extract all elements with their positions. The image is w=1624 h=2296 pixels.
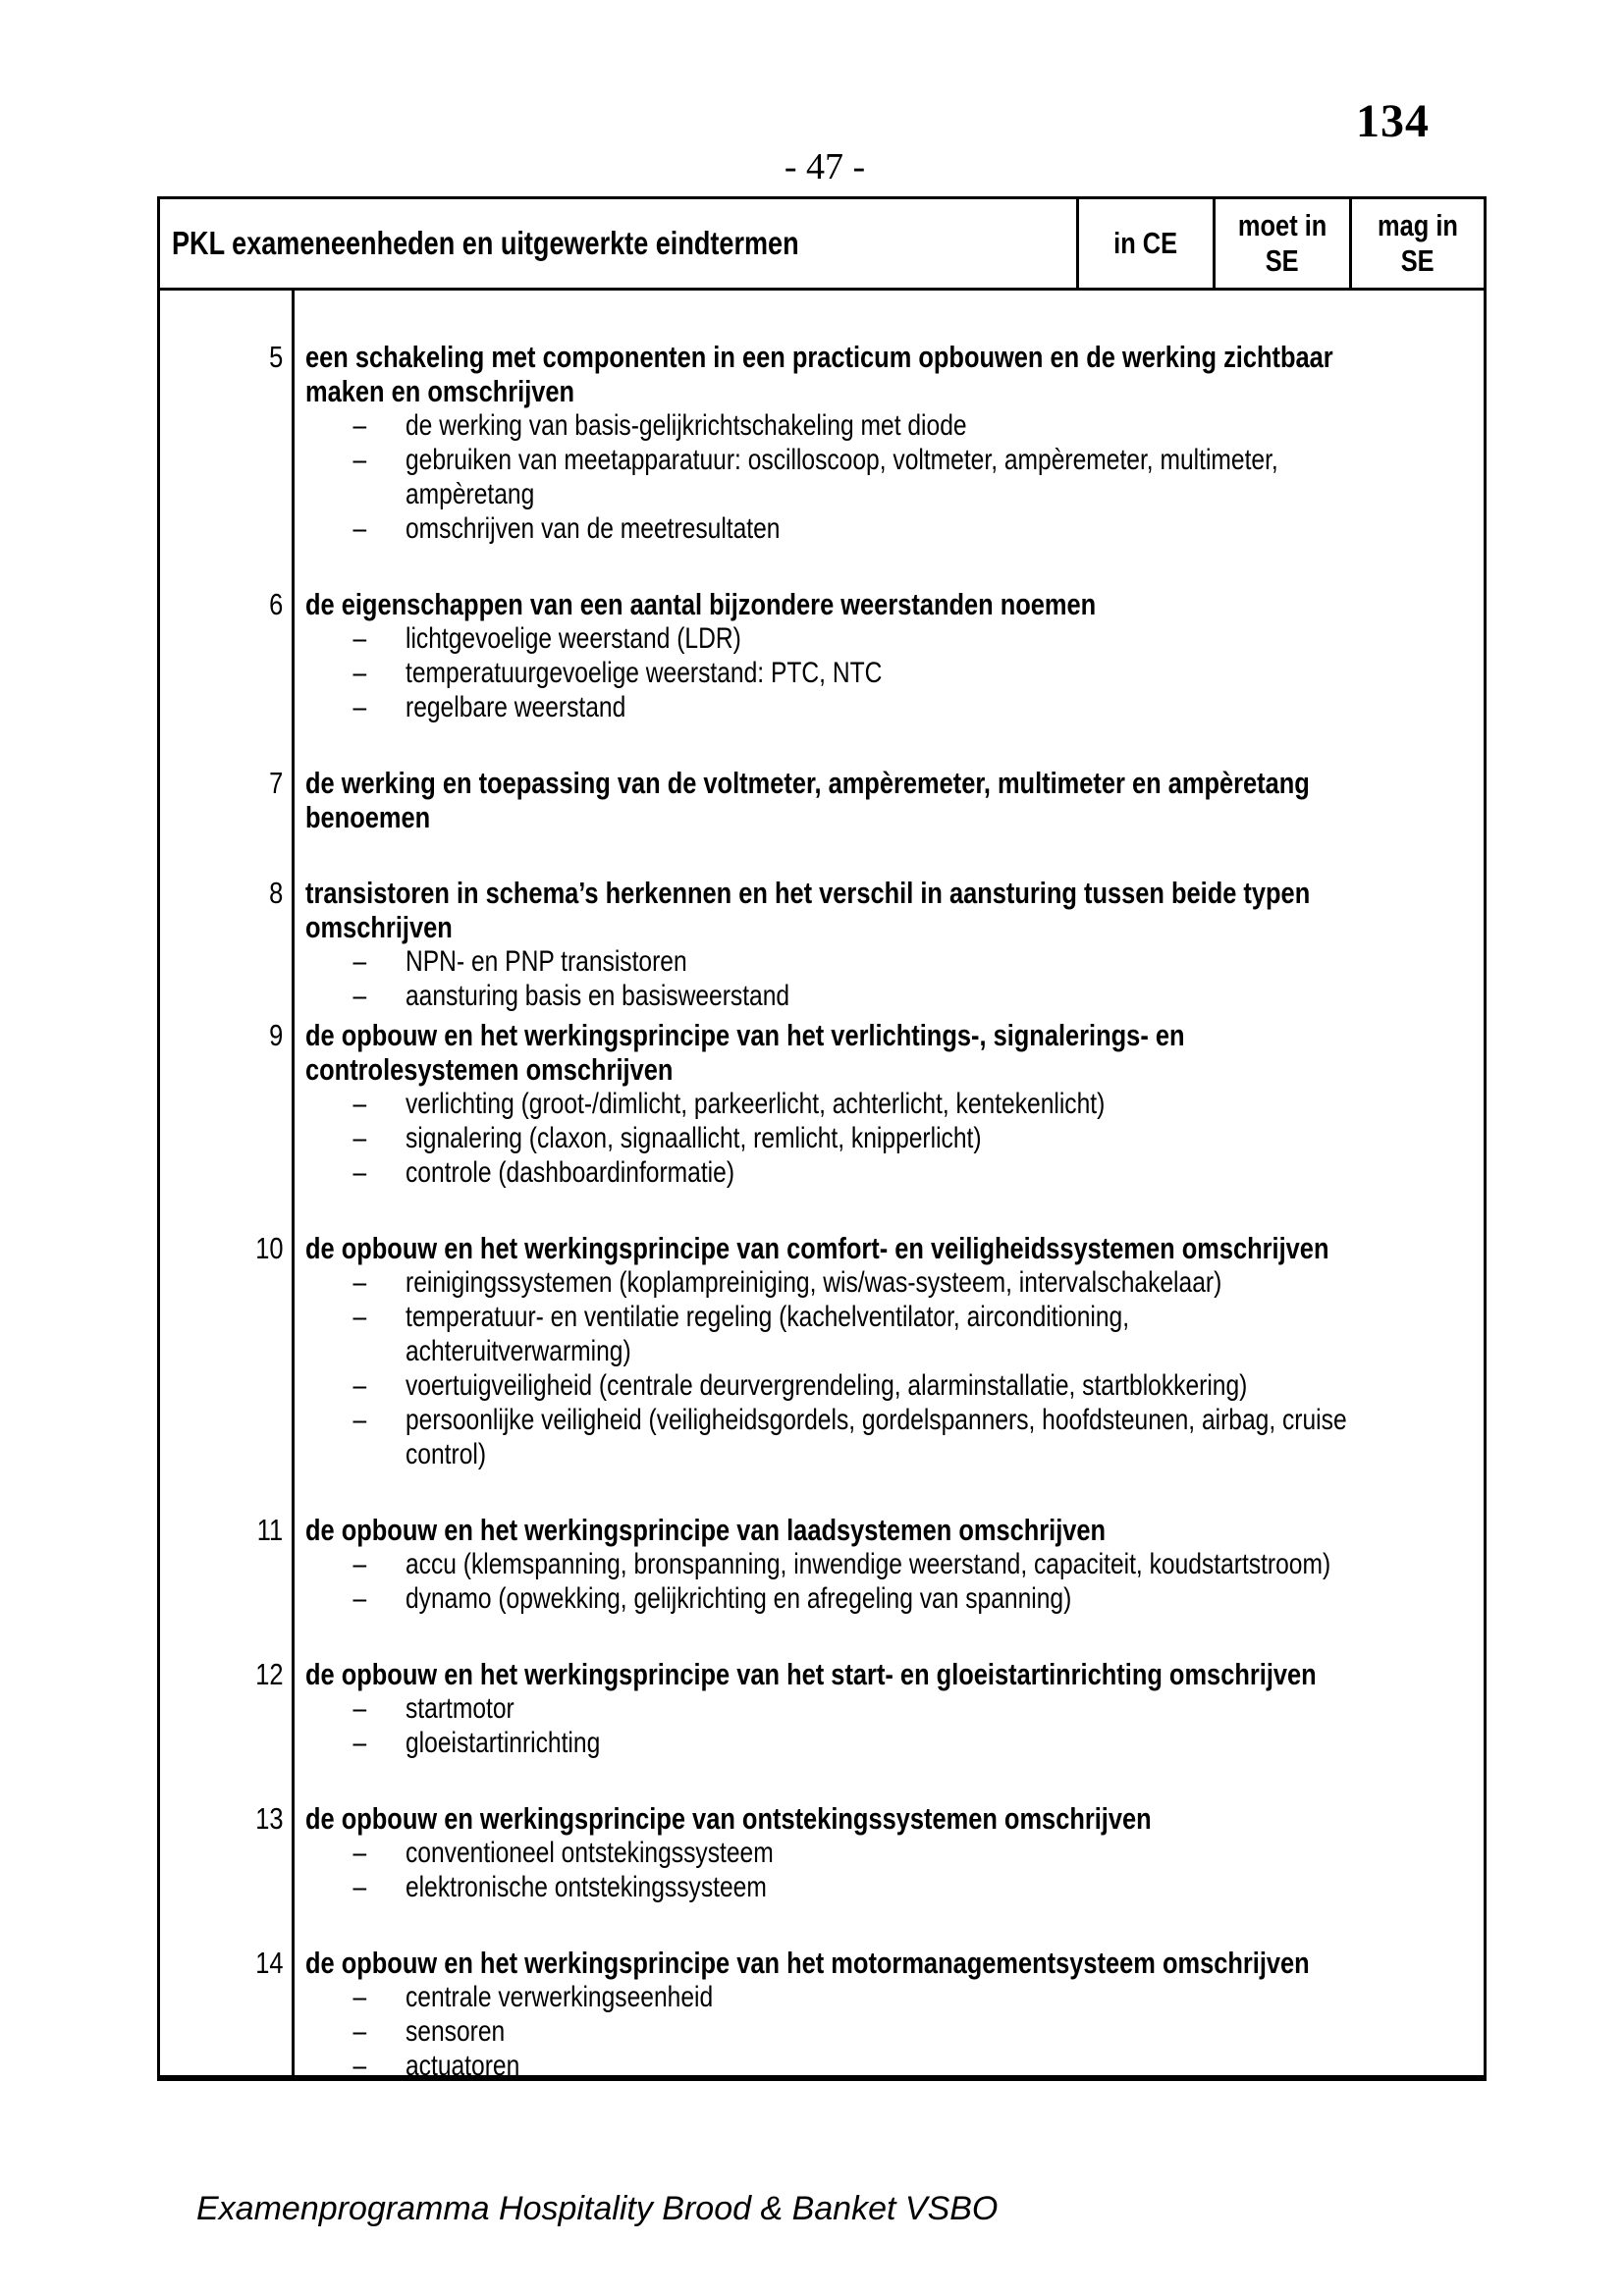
item-number (160, 1513, 295, 1616)
bullet-item (305, 690, 1480, 724)
bullet-dash (352, 1265, 406, 1300)
header-mag-in-se-line1: mag in (1378, 208, 1458, 242)
bullet-item (305, 1836, 1480, 1870)
bullet-item (305, 511, 1558, 546)
bullet-text-line (406, 1691, 1539, 1726)
bullet-dash-text: – (352, 512, 367, 545)
bullet-text (406, 408, 1558, 443)
bullet-dash (352, 1368, 406, 1403)
bullet-text (406, 2049, 1530, 2083)
header-mag-in-se-line2: SE (1401, 243, 1435, 278)
bullet-text (406, 1726, 1539, 1760)
bullet-text (406, 1836, 1480, 1870)
item-main-text-line (305, 1052, 1480, 1087)
bullet-text-line-text: gloeistartinrichting (406, 1727, 601, 1759)
bullet-text-line-text: dynamo (opwekking, gelijkrichting en afregeling van spanning) (406, 1582, 1072, 1615)
bullet-text (406, 511, 1558, 546)
bullet-text-line (406, 621, 1480, 656)
bullet-text-line-text: sensoren (406, 2015, 506, 2048)
bullet-item (305, 1155, 1480, 1190)
item-number (160, 1231, 295, 1471)
bullet-text-line-text: temperatuurgevoelige weerstand: PTC, NTC (406, 657, 883, 689)
bullet-dash-text: – (352, 1692, 367, 1725)
bullet-dash (352, 1870, 406, 1904)
item-content (295, 766, 1534, 834)
item-content (295, 1946, 1534, 2083)
bullet-text (406, 621, 1480, 656)
item-main-text-line (305, 1231, 1553, 1265)
header-title-text: PKL exameneenheden en uitgewerkte eindtermen (172, 225, 799, 261)
bullet-dash (352, 1836, 406, 1870)
bullet-item (305, 2014, 1530, 2049)
bullet-text-line-text: signalering (claxon, signaallicht, remlicht, knipperlicht) (406, 1122, 982, 1154)
table-header-row (160, 199, 1484, 291)
item-main-text-line-text: een schakeling met componenten in een practicum opbouwen en de werking zichtbaar (305, 340, 1333, 374)
bullet-text-line-text: regelbare weerstand (406, 691, 626, 723)
bullet-text-line-text: elektronische ontstekingssysteem (406, 1871, 767, 1903)
header-cell-in-ce (1076, 199, 1213, 288)
bullet-dash-text: – (352, 1088, 367, 1120)
bullet-text-line-text: omschrijven van de meetresultaten (406, 512, 781, 545)
item-main-text-line-text: de werking en toepassing van de voltmeter, ampèremeter, multimeter en ampèretang (305, 766, 1310, 800)
bullet-item (305, 1870, 1480, 1904)
bullet-item (305, 656, 1480, 690)
item-content (295, 587, 1484, 724)
item-number (160, 1801, 295, 1904)
item-main-text-line-text: omschrijven (305, 910, 453, 944)
bullet-text (406, 1581, 1534, 1616)
bullet-text-line-text: achteruitverwarming) (406, 1335, 631, 1367)
bullet-text-line-text: control) (406, 1438, 487, 1470)
header-in-ce-text: in CE (1113, 226, 1178, 260)
bullet-dash-text: – (352, 1301, 367, 1333)
item-main-text-line-text: de opbouw en werkingsprincipe van ontstekingssystemen omschrijven (305, 1801, 1152, 1836)
bullet-dash (352, 621, 406, 656)
exam-item (160, 1946, 1484, 2083)
bullet-text (406, 1368, 1553, 1403)
bullet-text-line (406, 1980, 1530, 2014)
bullet-text-line-text: gebruiken van meetapparatuur: oscilloscoop, voltmeter, ampèremeter, multimeter, (406, 444, 1278, 476)
item-number-text: 13 (254, 1801, 283, 1836)
item-main-text-line (305, 1513, 1534, 1547)
bullet-item (305, 621, 1480, 656)
bullet-text-line (406, 690, 1480, 724)
bullet-text-line (406, 1087, 1480, 1121)
item-main-text-line-text: de opbouw en het werkingsprincipe van comfort- en veiligheidssystemen omschrijven (305, 1231, 1329, 1265)
bullet-dash-text: – (352, 1871, 367, 1903)
bullet-dash (352, 2049, 406, 2083)
bullet-text-line-text: controle (dashboardinformatie) (406, 1156, 735, 1189)
bullet-dash-text: – (352, 657, 367, 689)
bullet-text (406, 1870, 1480, 1904)
bullet-text (406, 1403, 1553, 1471)
bullet-dash-text: – (352, 945, 367, 978)
bullet-text (406, 443, 1558, 511)
bullet-dash-text: – (352, 1837, 367, 1869)
bullet-dash-text: – (352, 1727, 367, 1759)
item-main-text-line-text: de opbouw en het werkingsprincipe van het start- en gloeistartinrichting omschrijven (305, 1657, 1317, 1691)
exam-item (160, 766, 1484, 834)
bullet-text-line-text: NPN- en PNP transistoren (406, 945, 687, 978)
header-cell-title (160, 199, 1076, 288)
item-content (295, 876, 1535, 1013)
item-number (160, 1018, 295, 1190)
bullet-text-line-text: verlichting (groot-/dimlicht, parkeerlicht, achterlicht, kentekenlicht) (406, 1088, 1106, 1120)
bullet-dash (352, 944, 406, 979)
bullet-dash-text: – (352, 444, 367, 476)
header-moet-in-se-line2: SE (1266, 243, 1299, 278)
item-number-text: 5 (268, 340, 283, 374)
item-number (160, 766, 295, 834)
bullet-text-line (406, 1265, 1553, 1300)
bullet-item (305, 408, 1558, 443)
bullet-item (305, 1726, 1539, 1760)
bullet-item (305, 2049, 1530, 2083)
bullet-dash-text: – (352, 691, 367, 723)
bullet-text-line (406, 477, 1558, 511)
bullet-text-line-text: startmotor (406, 1692, 514, 1725)
item-number-text: 14 (254, 1946, 283, 1980)
bullet-dash (352, 1403, 406, 1471)
exam-item (160, 1513, 1484, 1616)
exam-item (160, 340, 1484, 546)
bullet-dash (352, 979, 406, 1013)
bullet-dash (352, 1581, 406, 1616)
bullet-dash-text: – (352, 2050, 367, 2082)
item-main-text-line (305, 1801, 1480, 1836)
bullet-text (406, 1691, 1539, 1726)
bullet-item (305, 443, 1558, 511)
page-number-centered (746, 145, 903, 188)
bullet-text-line-text: reinigingssystemen (koplampreiniging, wis/was-systeem, intervalschakelaar) (406, 1266, 1222, 1299)
bullet-dash-text: – (352, 622, 367, 655)
bullet-dash (352, 1300, 406, 1368)
bullet-text-line-text: voertuigveiligheid (centrale deurvergrendeling, alarminstallatie, startblokkering) (406, 1369, 1248, 1402)
bullet-item (305, 1265, 1553, 1300)
item-number (160, 876, 295, 1013)
bullet-text-line (406, 511, 1558, 546)
bullet-text-line (406, 443, 1558, 477)
item-main-text-line (305, 1657, 1539, 1691)
bullet-text-line (406, 1300, 1553, 1334)
bullet-text-line (406, 408, 1558, 443)
bullet-text (406, 979, 1531, 1013)
bullet-dash (352, 1087, 406, 1121)
bullet-dash (352, 1980, 406, 2014)
item-number (160, 340, 295, 546)
bullet-text-line-text: temperatuur- en ventilatie regeling (kachelventilator, airconditioning, (406, 1301, 1130, 1333)
bullet-text (406, 1980, 1530, 2014)
item-main-text-line-text: controlesystemen omschrijven (305, 1052, 674, 1087)
item-number-text: 6 (268, 587, 283, 621)
exam-item (160, 587, 1484, 724)
bullet-item (305, 1403, 1553, 1471)
bullet-dash (352, 1691, 406, 1726)
bullet-dash (352, 2014, 406, 2049)
item-main-text-line-text: de opbouw en het werkingsprincipe van het motormanagementsysteem omschrijven (305, 1946, 1310, 1980)
bullet-text (406, 2014, 1530, 2049)
bullet-item (305, 1300, 1553, 1368)
bullet-text (406, 1087, 1480, 1121)
bullet-text-line (406, 1870, 1480, 1904)
bullet-text (406, 1121, 1480, 1155)
bullet-item (305, 944, 1531, 979)
header-moet-in-se-line1: moet in (1237, 208, 1327, 242)
item-number-text: 9 (268, 1018, 283, 1052)
item-number-text: 10 (254, 1231, 283, 1265)
item-number-text: 12 (254, 1657, 283, 1691)
bullet-dash-text: – (352, 1582, 367, 1615)
item-main-text-line (305, 374, 1558, 408)
item-main-text-line-text: benoemen (305, 800, 431, 834)
exam-item (160, 1801, 1484, 1904)
item-main-text-line (305, 1018, 1480, 1052)
bullet-text-line (406, 1437, 1553, 1471)
bullet-text-line (406, 1836, 1480, 1870)
bullet-item (305, 1087, 1480, 1121)
item-main-text-line-text: maken en omschrijven (305, 374, 575, 408)
bullet-dash-text: – (352, 980, 367, 1012)
bullet-text-line (406, 1368, 1553, 1403)
bullet-text-line-text: conventioneel ontstekingssysteem (406, 1837, 774, 1869)
bullet-dash-text: – (352, 1981, 367, 2013)
exam-table (157, 196, 1487, 2081)
table-body (160, 291, 1484, 2081)
item-content (295, 340, 1562, 546)
bullet-text (406, 944, 1531, 979)
bullet-text-line (406, 2014, 1530, 2049)
bullet-dash (352, 408, 406, 443)
bullet-text-line (406, 1581, 1534, 1616)
bullet-item (305, 1691, 1539, 1726)
bullet-dash (352, 511, 406, 546)
bullet-item (305, 1581, 1534, 1616)
item-main-text-line (305, 587, 1480, 621)
bullet-text-line (406, 1547, 1534, 1581)
bullet-text (406, 656, 1480, 690)
item-number (160, 1657, 295, 1760)
bullet-dash-text: – (352, 1122, 367, 1154)
item-main-text-line (305, 340, 1558, 374)
bullet-dash (352, 1155, 406, 1190)
bullet-dash-text: – (352, 1156, 367, 1189)
bullet-text-line-text: lichtgevoelige weerstand (LDR) (406, 622, 741, 655)
item-main-text-line (305, 910, 1531, 944)
bullet-text-line-text: persoonlijke veiligheid (veiligheidsgordels, gordelspanners, hoofdsteunen, airbag, cruise (406, 1404, 1347, 1436)
bullet-dash-text: – (352, 1369, 367, 1402)
bullet-item (305, 1980, 1530, 2014)
item-main-text-line-text: de eigenschappen van een aantal bijzondere weerstanden noemen (305, 587, 1097, 621)
header-cell-mag-in-se (1349, 199, 1484, 288)
bullet-dash-text: – (352, 1548, 367, 1580)
bullet-item (305, 1368, 1553, 1403)
item-content (295, 1513, 1538, 1616)
footer-text: Examenprogramma Hospitality Brood & Banket VSBO (196, 2190, 999, 2227)
item-main-text-line (305, 1946, 1530, 1980)
exam-item (160, 1018, 1484, 1190)
bullet-dash (352, 443, 406, 511)
item-main-text-line-text: transistoren in schema’s herkennen en het verschil in aansturing tussen beide typen (305, 876, 1311, 910)
header-cell-moet-in-se (1213, 199, 1349, 288)
bullet-item (305, 979, 1531, 1013)
bullet-text (406, 1300, 1553, 1368)
number-column-divider (292, 291, 295, 2081)
exam-item (160, 1231, 1484, 1471)
bullet-dash-text: – (352, 2015, 367, 2048)
page-number-corner (1356, 96, 1430, 147)
bullet-text-line (406, 2049, 1530, 2083)
bullet-dash (352, 1121, 406, 1155)
bullet-text-line (406, 1155, 1480, 1190)
bullet-text-line-text: aansturing basis en basisweerstand (406, 980, 790, 1012)
exam-item (160, 1657, 1484, 1760)
bullet-text-line-text: centrale verwerkingseenheid (406, 1981, 714, 2013)
bullet-text (406, 1155, 1480, 1190)
bullet-text-line (406, 1403, 1553, 1437)
item-main-text-line (305, 876, 1531, 910)
item-content (295, 1801, 1484, 1904)
item-number-text: 8 (268, 876, 283, 910)
bullet-text (406, 1547, 1534, 1581)
bullet-dash-text: – (352, 1266, 367, 1299)
bullet-text-line (406, 979, 1531, 1013)
bullet-text (406, 1265, 1553, 1300)
item-main-text-line (305, 766, 1530, 800)
bullet-text-line (406, 944, 1531, 979)
page-number-centered-text: - 47 - (784, 146, 866, 187)
bullet-text-line-text: ampèretang (406, 478, 535, 510)
bullet-dash (352, 690, 406, 724)
bullet-text (406, 690, 1480, 724)
page-number-corner-text: 134 (1356, 95, 1430, 147)
item-content (295, 1231, 1557, 1471)
item-number (160, 587, 295, 724)
bullet-text-line-text: accu (klemspanning, bronspanning, inwendige weerstand, capaciteit, koudstartstroom) (406, 1548, 1331, 1580)
bullet-dash-text: – (352, 1404, 367, 1436)
bullet-text-line (406, 656, 1480, 690)
item-number-text: 11 (256, 1513, 283, 1547)
bullet-item (305, 1121, 1480, 1155)
exam-items-list (160, 340, 1484, 2083)
item-number (160, 1946, 295, 2083)
bullet-item (305, 1547, 1534, 1581)
bullet-text-line (406, 1726, 1539, 1760)
item-number-text: 7 (268, 766, 283, 800)
bullet-dash (352, 1547, 406, 1581)
bullet-dash-text: – (352, 409, 367, 442)
bullet-text-line (406, 1121, 1480, 1155)
bullet-text-line (406, 1334, 1553, 1368)
exam-item (160, 876, 1484, 1013)
item-content (295, 1018, 1484, 1190)
bullet-text-line-text: de werking van basis-gelijkrichtschakeling met diode (406, 409, 967, 442)
item-content (295, 1657, 1543, 1760)
bullet-dash (352, 656, 406, 690)
item-main-text-line-text: de opbouw en het werkingsprincipe van laadsystemen omschrijven (305, 1513, 1107, 1547)
bullet-dash (352, 1726, 406, 1760)
item-main-text-line-text: de opbouw en het werkingsprincipe van het verlichtings-, signalerings- en (305, 1018, 1185, 1052)
bullet-text-line-text: actuatoren (406, 2050, 520, 2082)
item-main-text-line (305, 800, 1530, 834)
